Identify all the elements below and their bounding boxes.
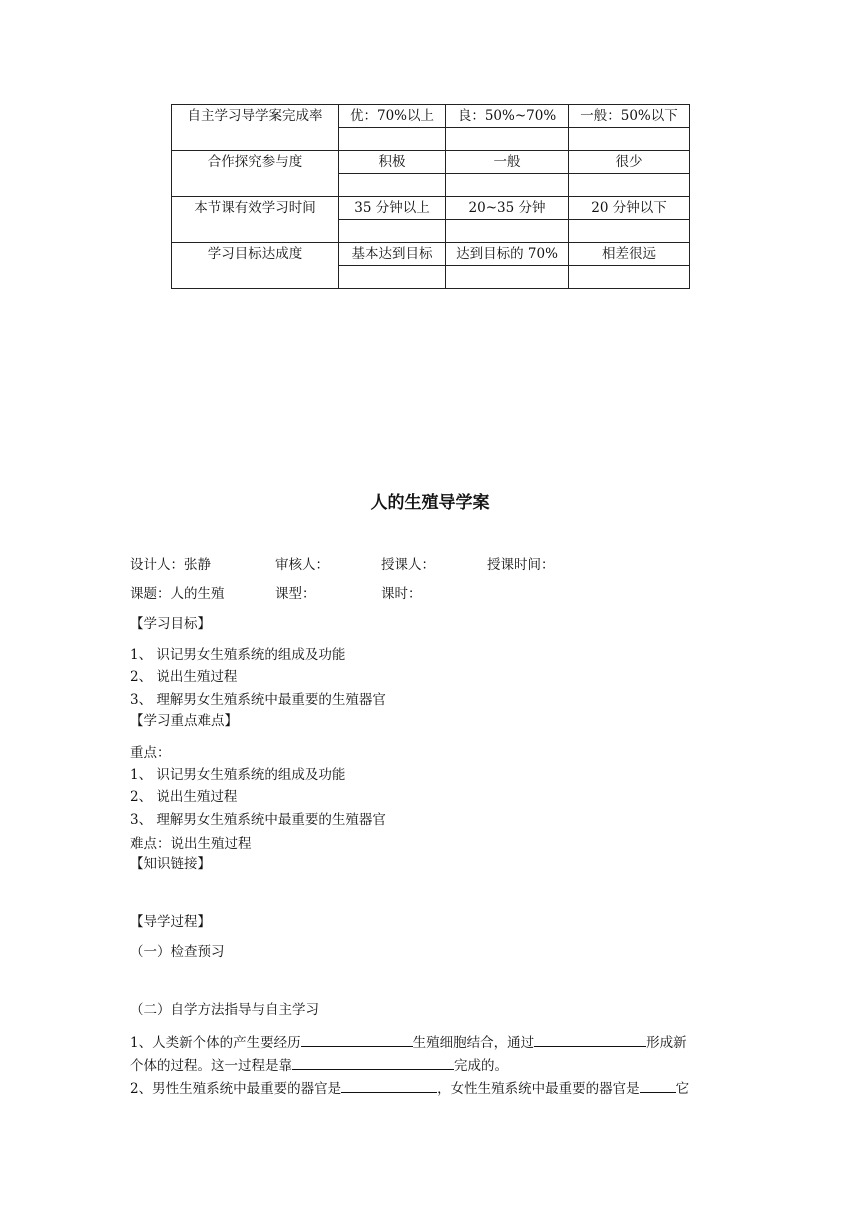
table-cell: 达到目标的 70% — [446, 243, 569, 266]
fill-blank[interactable] — [292, 1056, 454, 1070]
row-label: 学习目标达成度 — [172, 243, 339, 289]
table-row — [172, 151, 690, 174]
table-cell: 优：70%以上 — [339, 105, 446, 128]
table-cell: 很少 — [569, 151, 690, 174]
table-cell: 良：50%~70% — [446, 105, 569, 128]
row-label: 自主学习导学案完成率 — [172, 105, 339, 151]
row-label: 合作探究参与度 — [172, 151, 339, 197]
q2-text: 它 — [675, 1081, 690, 1097]
q1-text: 完成的。 — [454, 1058, 508, 1074]
lesson-type-label: 课型： — [275, 586, 316, 602]
goal-item: 3、 理解男女生殖系统中最重要的生殖器官 — [130, 692, 386, 708]
empty-cell — [339, 266, 446, 289]
empty-cell — [339, 128, 446, 151]
question-2-line-1 — [130, 1077, 689, 1097]
key-item: 3、 理解男女生殖系统中最重要的生殖器官 — [130, 812, 386, 828]
empty-cell — [339, 174, 446, 197]
table-cell: 35 分钟以上 — [339, 197, 446, 220]
goal-item: 2、 说出生殖过程 — [130, 669, 238, 685]
fill-blank[interactable] — [341, 1079, 437, 1093]
empty-cell — [339, 220, 446, 243]
table-cell: 相差很远 — [569, 243, 690, 266]
q1-text: 生殖细胞结合，通过 — [412, 1035, 535, 1051]
doc-title: 人的生殖导学案 — [370, 493, 490, 513]
fill-blank[interactable] — [301, 1033, 413, 1047]
heading-process: 【导学过程】 — [130, 914, 211, 930]
key-label: 重点： — [130, 745, 171, 761]
table-row — [172, 197, 690, 220]
period-label: 课时： — [381, 586, 422, 602]
reviewer-label: 审核人： — [275, 557, 329, 573]
heading-key-points: 【学习重点难点】 — [130, 713, 238, 729]
question-1-line-2 — [130, 1054, 508, 1074]
table-cell: 积极 — [339, 151, 446, 174]
question-1-line-1 — [130, 1031, 687, 1051]
lecturer-label: 授课人： — [381, 557, 435, 573]
table-cell: 一般 — [446, 151, 569, 174]
empty-cell — [446, 220, 569, 243]
empty-cell — [446, 266, 569, 289]
key-item: 1、 识记男女生殖系统的组成及功能 — [130, 767, 346, 783]
heading-knowledge-link: 【知识链接】 — [130, 856, 211, 872]
section-self-study: （二）自学方法指导与自主学习 — [130, 1002, 319, 1018]
section-preview: （一）检查预习 — [130, 944, 225, 960]
q2-text: ，女性生殖系统中最重要的器官是 — [437, 1081, 640, 1097]
q1-text: 1、人类新个体的产生要经历 — [130, 1035, 301, 1051]
lesson-time-label: 授课时间： — [487, 557, 555, 573]
empty-cell — [569, 128, 690, 151]
empty-cell — [446, 174, 569, 197]
empty-cell — [569, 266, 690, 289]
table-row — [172, 243, 690, 266]
fill-blank[interactable] — [640, 1079, 676, 1093]
table-cell: 20~35 分钟 — [446, 197, 569, 220]
evaluation-table — [171, 104, 690, 289]
row-label: 本节课有效学习时间 — [172, 197, 339, 243]
fill-blank[interactable] — [534, 1033, 646, 1047]
empty-cell — [569, 174, 690, 197]
q2-text: 2、男性生殖系统中最重要的器官是 — [130, 1081, 342, 1097]
empty-cell — [446, 128, 569, 151]
table-cell: 20 分钟以下 — [569, 197, 690, 220]
q1-text: 形成新 — [646, 1035, 687, 1051]
empty-cell — [569, 220, 690, 243]
table-cell: 一般：50%以下 — [569, 105, 690, 128]
goal-item: 1、 识记男女生殖系统的组成及功能 — [130, 647, 346, 663]
difficulty-text: 难点：说出生殖过程 — [130, 836, 252, 852]
heading-goals: 【学习目标】 — [130, 616, 211, 632]
key-item: 2、 说出生殖过程 — [130, 789, 238, 805]
table-cell: 基本达到目标 — [339, 243, 446, 266]
q1-text: 个体的过程。这一过程是靠 — [130, 1058, 292, 1074]
topic-label: 课题：人的生殖 — [130, 586, 225, 602]
designer-label: 设计人：张静 — [130, 557, 211, 573]
table-row — [172, 105, 690, 128]
